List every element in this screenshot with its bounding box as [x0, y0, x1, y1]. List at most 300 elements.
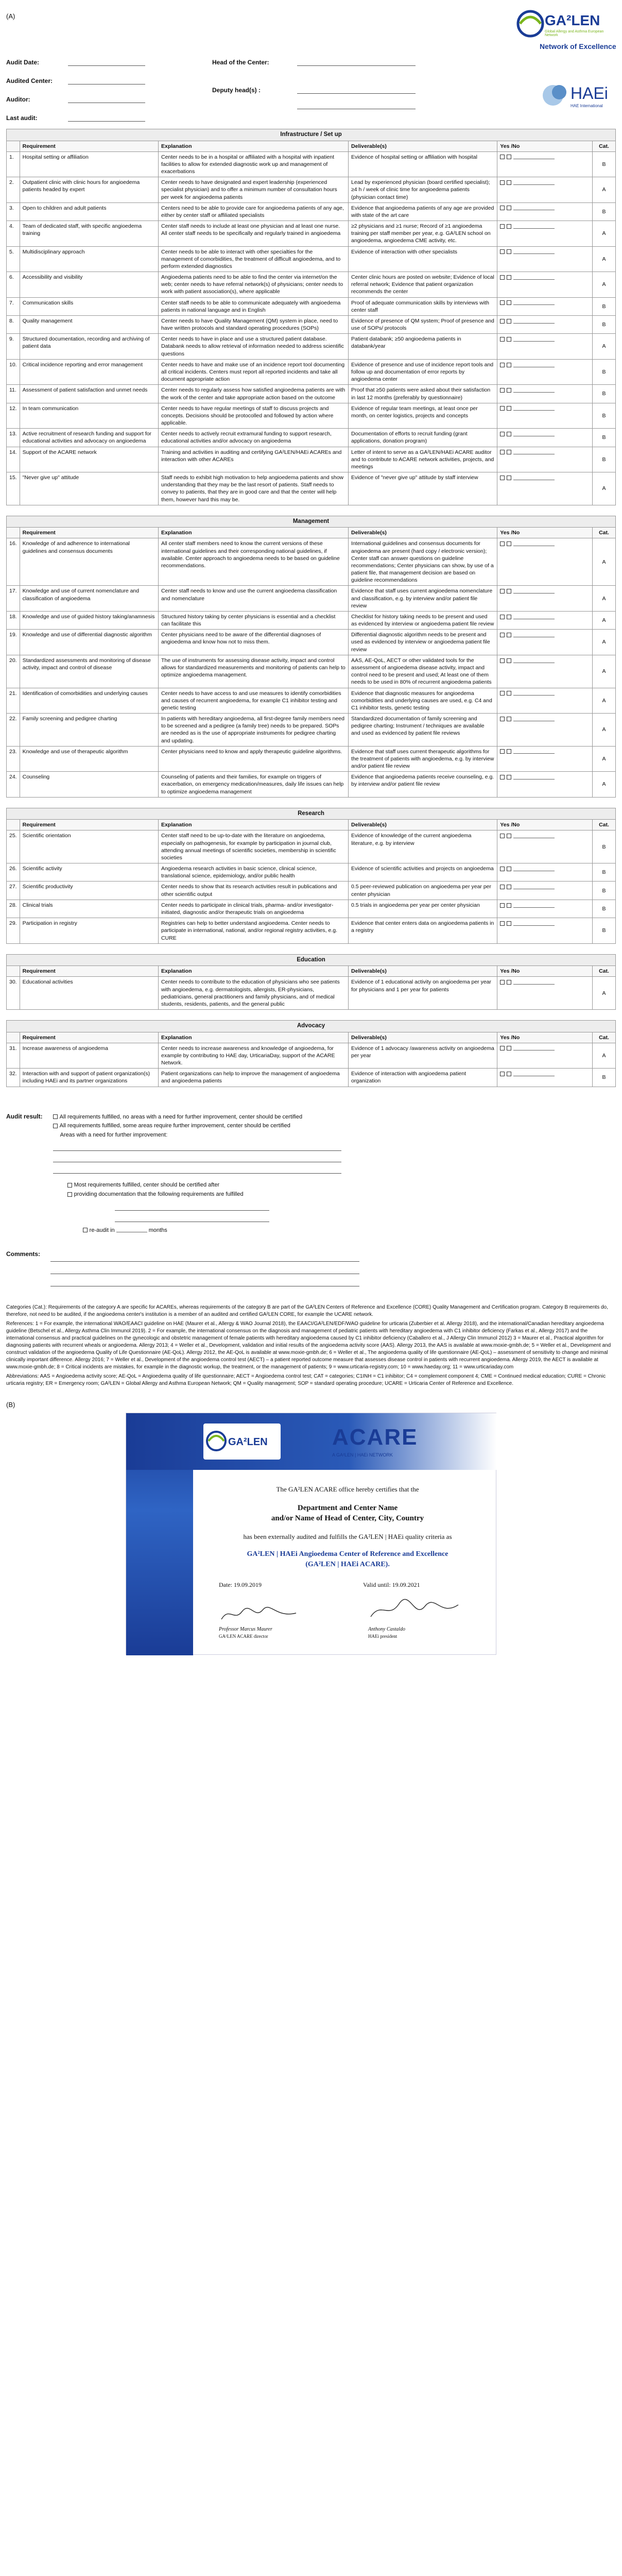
- requirements-field-1[interactable]: [115, 1204, 269, 1211]
- yes-no-note-field[interactable]: [513, 1046, 555, 1050]
- row-number: 27.: [7, 882, 20, 900]
- yes-no-cell: [497, 246, 593, 272]
- certificate-galen-logo: [203, 1423, 281, 1460]
- explanation-cell: Center needs to have Quality Management (QM) system in place, need to have written protocols and standard operating procedures (SOPs): [159, 315, 349, 333]
- requirement-cell: Hospital setting or affiliation: [20, 151, 158, 177]
- table-row: [7, 882, 616, 900]
- category-cell: B: [593, 429, 616, 447]
- section-title: Advocacy: [7, 1021, 616, 1032]
- no-checkbox[interactable]: [507, 1072, 511, 1076]
- requirement-cell: Knowledge and use of therapeutic algorithm: [20, 746, 158, 772]
- table-row: [7, 746, 616, 772]
- yes-no-note-field[interactable]: [513, 249, 555, 254]
- column-header-yn: Yes /No: [497, 528, 593, 538]
- deliverable-cell: Standardized documentation of family screening and pedigree charting; Instrument / techniques are available and used as evidenced by patient file reviews: [349, 714, 497, 747]
- network-of-excellence-label: Network of Excellence: [540, 42, 616, 50]
- explanation-cell: Center physicians need to know and apply therapeutic guideline algorithms.: [158, 746, 348, 772]
- table-row: [7, 688, 616, 714]
- yes-no-note-field[interactable]: [513, 432, 555, 436]
- yes-checkbox[interactable]: [500, 589, 505, 594]
- yes-checkbox[interactable]: [500, 450, 505, 454]
- no-checkbox[interactable]: [507, 363, 511, 367]
- row-number: 32.: [7, 1069, 20, 1087]
- explanation-cell: All center staff members need to know the current versions of these international guidelines and their corresponding national guidelines, if available. Center approach to angioedema needs to be based on guideline recommendations.: [158, 538, 348, 586]
- yes-no-note-field[interactable]: [513, 633, 555, 637]
- deliverable-cell: Evidence that angioedema patients receive counseling, e.g. by interview and/or patient file review: [349, 772, 497, 798]
- signatory-2-name: Anthony Castaldo: [368, 1626, 405, 1633]
- no-checkbox[interactable]: [507, 921, 511, 926]
- category-cell: A: [593, 611, 616, 629]
- explanation-cell: Centers need to be able to provide care for angioedema patients of any age, either by center staff or affiliated specialists: [159, 202, 349, 221]
- yes-no-cell: [497, 831, 593, 863]
- deliverable-cell: Patient databank; ≥50 angioedema patients in databank/year: [349, 334, 497, 360]
- category-cell: B: [593, 918, 616, 944]
- explanation-cell: Center needs to have in place and use a structured patient database. Databank needs to allow retrieval of information needed to address scientific questions: [159, 334, 349, 360]
- deliverable-cell: Evidence of hospital setting or affiliation with hospital: [349, 151, 497, 177]
- yes-no-note-field[interactable]: [513, 658, 555, 663]
- requirement-cell: Scientific productivity: [20, 882, 158, 900]
- yes-no-cell: [497, 977, 593, 1010]
- yes-no-cell: [497, 1043, 593, 1069]
- yes-no-note-field[interactable]: [513, 589, 555, 594]
- certificate-top-band: [126, 1413, 497, 1470]
- explanation-cell: Angioedema research activities in basic science, clinical science, translational science, epidemiology, and/or public health: [158, 863, 348, 882]
- requirement-cell: In team communication: [20, 403, 158, 429]
- deliverable-cell: Proof that ≥50 patients were asked about their satisfaction in last 12 months (preferably by questionnaire): [349, 385, 497, 403]
- table-row: [7, 315, 616, 333]
- yes-no-note-field[interactable]: [513, 717, 555, 721]
- table-row: [7, 297, 616, 315]
- row-number: 1.: [7, 151, 20, 177]
- no-checkbox[interactable]: [507, 206, 511, 210]
- category-cell: A: [593, 177, 616, 203]
- category-cell: B: [593, 202, 616, 221]
- yes-checkbox[interactable]: [500, 980, 505, 985]
- deliverable-cell: Differential diagnostic algorithm needs to be present and used as evidenced by interview or angioedema patient file review: [349, 630, 497, 655]
- deliverable-cell: Evidence of interaction with other specialists: [349, 246, 497, 272]
- yes-checkbox[interactable]: [500, 388, 505, 393]
- yes-no-note-field[interactable]: [513, 206, 555, 210]
- yes-no-note-field[interactable]: [513, 867, 555, 871]
- yes-checkbox[interactable]: [500, 633, 505, 637]
- yes-checkbox[interactable]: [500, 658, 505, 663]
- figure-marker-a: (A): [6, 12, 15, 20]
- comments-field-2[interactable]: [50, 1267, 359, 1274]
- no-checkbox[interactable]: [507, 615, 511, 619]
- column-header-req: Requirement: [20, 820, 158, 831]
- deliverable-cell: Evidence of knowledge of the current angioedema literature, e.g. by interview: [349, 831, 497, 863]
- table-row: [7, 772, 616, 798]
- no-checkbox[interactable]: [507, 749, 511, 754]
- reaudit-months-field[interactable]: [116, 1228, 147, 1232]
- requirement-cell: Critical incidence reporting and error management: [20, 359, 158, 385]
- no-checkbox[interactable]: [507, 476, 511, 480]
- yes-checkbox[interactable]: [500, 541, 505, 546]
- yes-no-cell: [497, 297, 593, 315]
- row-number: 9.: [7, 334, 20, 360]
- table-row: [7, 429, 616, 447]
- table-row: [7, 334, 616, 360]
- improvement-field-1[interactable]: [53, 1144, 341, 1151]
- yes-no-note-field[interactable]: [513, 388, 555, 393]
- yes-checkbox[interactable]: [500, 476, 505, 480]
- row-number: 12.: [7, 403, 20, 429]
- yes-no-cell: [497, 221, 593, 247]
- row-number: 30.: [7, 977, 20, 1010]
- explanation-cell: Center staff needs to include at least one physician and at least one nurse. All center staff needs to be specifically and regularly trained in angioedema: [159, 221, 349, 247]
- deliverable-cell: Evidence that diagnostic measures for angioedema comorbidities and underlying causes are used, e.g. C4 and C1 inhibitor tests, genetic testing: [349, 688, 497, 714]
- yes-no-cell: [497, 772, 593, 798]
- deliverable-cell: Evidence that staff uses current angioedema nomenclature and classification, e.g. by interview and/or patient file review: [349, 586, 497, 612]
- row-number: 24.: [7, 772, 20, 798]
- requirement-cell: Standardized assessments and monitoring of disease activity, impact and control of disease: [20, 655, 158, 688]
- yes-no-note-field[interactable]: [513, 885, 555, 889]
- deliverable-cell: Center clinic hours are posted on website; Evidence of local referral network; Evidence that patient organization recommends the center: [349, 272, 497, 298]
- head-of-center-label: Head of the Center:: [212, 59, 269, 66]
- no-checkbox[interactable]: [507, 180, 511, 185]
- row-number: 4.: [7, 221, 20, 247]
- row-number: 31.: [7, 1043, 20, 1069]
- audit-option-1[interactable]: [53, 1113, 341, 1122]
- yes-no-note-field[interactable]: [513, 406, 555, 411]
- no-checkbox[interactable]: [507, 633, 511, 637]
- category-cell: A: [593, 746, 616, 772]
- explanation-cell: Center needs to increase awareness and knowledge of angioedema, for example by contributing to HAE day, UrticariaDay, support of the ACARE Network.: [158, 1043, 348, 1069]
- audit-option-2-areas-label: Areas with a need for further improvement:: [60, 1131, 168, 1138]
- explanation-cell: Center staff needs to know and use the current angioedema classification and nomenclature: [158, 586, 348, 612]
- no-checkbox[interactable]: [507, 406, 511, 411]
- no-checkbox[interactable]: [507, 388, 511, 393]
- requirement-cell: Multidisciplinary approach: [20, 246, 158, 272]
- footnotes: [6, 1304, 616, 1387]
- no-checkbox[interactable]: [507, 903, 511, 908]
- certificate-statement: has been externally audited and fulfills the GA²LEN | HAEi quality criteria as: [243, 1533, 452, 1541]
- category-cell: A: [593, 272, 616, 298]
- certificate: [126, 1413, 496, 1655]
- deliverable-cell: Letter of intent to serve as a GA²LEN/HAEi ACARE auditor and to contribute to ACARE network activities, projects, and meetings: [349, 447, 497, 472]
- yes-checkbox[interactable]: [500, 180, 505, 185]
- yes-no-note-field[interactable]: [513, 450, 555, 454]
- deliverable-cell: Evidence that staff uses current therapeutic algorithms for the treatment of patients with angioedema, e.g. by interview and/or patient file review: [349, 746, 497, 772]
- deliverable-cell: Lead by experienced physician (board certified specialist); ≥4 h / week of clinic time for angioedema patients (physician contact time): [349, 177, 497, 203]
- signatory-2-role: HAEi president: [368, 1634, 398, 1639]
- table-row: [7, 831, 616, 863]
- haei-logo-graphic: [541, 80, 572, 111]
- audit-option-2-checkbox[interactable]: [53, 1124, 58, 1128]
- row-number: 21.: [7, 688, 20, 714]
- no-checkbox[interactable]: [507, 337, 511, 342]
- category-cell: A: [593, 630, 616, 655]
- certificate-date: Date: 19.09.2019: [219, 1581, 262, 1589]
- auditor-field[interactable]: [68, 96, 145, 103]
- category-cell: B: [593, 1069, 616, 1087]
- yes-no-note-field[interactable]: [513, 834, 555, 838]
- yes-checkbox[interactable]: [500, 615, 505, 619]
- category-cell: B: [593, 385, 616, 403]
- explanation-cell: In patients with hereditary angioedema, all first-degree family members need to be screened and a pedigree (a family tree) needs to be prepared. SOPs are needed as is the use of appropriate instruments for pedigree charting and updating.: [158, 714, 348, 747]
- requirement-cell: Accessibility and visibility: [20, 272, 158, 298]
- no-checkbox[interactable]: [507, 319, 511, 324]
- column-header-exp: Explanation: [158, 966, 348, 977]
- no-checkbox[interactable]: [507, 834, 511, 838]
- yes-checkbox[interactable]: [500, 1072, 505, 1076]
- requirement-cell: Support of the ACARE network: [20, 447, 158, 472]
- yes-checkbox[interactable]: [500, 249, 505, 254]
- yes-no-cell: [497, 882, 593, 900]
- row-number: 8.: [7, 315, 20, 333]
- yes-no-note-field[interactable]: [513, 476, 555, 480]
- certificate-valid-until: Valid until: 19.09.2021: [363, 1581, 420, 1589]
- section-table-management: [6, 516, 616, 798]
- category-cell: A: [593, 538, 616, 586]
- audit-option-3-checkbox[interactable]: [67, 1183, 72, 1188]
- audit-date-field[interactable]: [68, 59, 145, 66]
- table-row: [7, 447, 616, 472]
- no-checkbox[interactable]: [507, 980, 511, 985]
- last-audit-field[interactable]: [68, 114, 145, 122]
- auditor-label: Auditor:: [6, 96, 30, 103]
- comments-field-3[interactable]: [50, 1279, 359, 1286]
- haei-logo-subtext: HAE International: [571, 104, 603, 108]
- audit-option-2[interactable]: [53, 1122, 341, 1131]
- deliverable-cell: Evidence of "never give up" attitude by staff interview: [349, 472, 497, 505]
- yes-checkbox[interactable]: [500, 717, 505, 721]
- yes-checkbox[interactable]: [500, 885, 505, 889]
- category-cell: B: [593, 900, 616, 918]
- no-checkbox[interactable]: [507, 450, 511, 454]
- yes-checkbox[interactable]: [500, 155, 505, 159]
- svg-text:GA²LEN: GA²LEN: [228, 1436, 268, 1448]
- requirement-cell: Participation in registry: [20, 918, 158, 944]
- audit-option-3[interactable]: [53, 1181, 341, 1190]
- audit-result-block: [6, 1113, 616, 1655]
- yes-checkbox[interactable]: [500, 1046, 505, 1050]
- head-of-center-field[interactable]: [297, 59, 416, 66]
- yes-checkbox[interactable]: [500, 834, 505, 838]
- yes-no-cell: [497, 1069, 593, 1087]
- requirement-cell: Active recruitment of research funding and support for educational activities and advocacy on angioedema: [20, 429, 158, 447]
- table-row: [7, 177, 616, 203]
- row-number: 14.: [7, 447, 20, 472]
- yes-no-note-field[interactable]: [513, 180, 555, 185]
- yes-checkbox[interactable]: [500, 691, 505, 696]
- column-header-cat: Cat.: [593, 966, 616, 977]
- column-header-cat: Cat.: [593, 528, 616, 538]
- requirement-cell: Family screening and pedigree charting: [20, 714, 158, 747]
- yes-no-note-field[interactable]: [513, 363, 555, 367]
- yes-checkbox[interactable]: [500, 224, 505, 229]
- requirement-cell: Counseling: [20, 772, 158, 798]
- yes-no-note-field[interactable]: [513, 319, 555, 324]
- table-row: [7, 272, 616, 298]
- footnote-abbreviations: Abbreviations: AAS = Angioedema activity score; AE-QoL = Angioedema quality of life questionnaire; AECT = Angioedema control test; CAT = categories; C1INH = C1 inhibitor; C4 = complement component 4; CME = Continued medical education; CURE = Chronic urticaria registry; ER = Emergency room; GA²LEN = Global Allergy and Asthma European Network; QM = Quality management; SOP = standard operating procedure; UCARE = Urticaria Center of Reference and Excellence.: [6, 1374, 606, 1387]
- yes-checkbox[interactable]: [500, 319, 505, 324]
- yes-no-note-field[interactable]: [513, 903, 555, 908]
- no-checkbox[interactable]: [507, 249, 511, 254]
- deputy-head-field-1[interactable]: [297, 87, 416, 94]
- column-header-number: [7, 528, 20, 538]
- table-row: [7, 630, 616, 655]
- column-header-exp: Explanation: [158, 1032, 348, 1043]
- yes-checkbox[interactable]: [500, 903, 505, 908]
- no-checkbox[interactable]: [507, 867, 511, 871]
- requirement-cell: Assessment of patient satisfaction and unmet needs: [20, 385, 158, 403]
- table-row: [7, 586, 616, 612]
- yes-no-cell: [497, 746, 593, 772]
- no-checkbox[interactable]: [507, 717, 511, 721]
- yes-no-note-field[interactable]: [513, 224, 555, 229]
- yes-checkbox[interactable]: [500, 206, 505, 210]
- requirement-cell: Knowledge and use of differential diagnostic algorithm: [20, 630, 158, 655]
- no-checkbox[interactable]: [507, 541, 511, 546]
- table-row: [7, 538, 616, 586]
- yes-checkbox[interactable]: [500, 275, 505, 280]
- no-checkbox[interactable]: [507, 658, 511, 663]
- yes-no-note-field[interactable]: [513, 155, 555, 159]
- table-row: [7, 151, 616, 177]
- yes-no-note-field[interactable]: [513, 541, 555, 546]
- row-number: 28.: [7, 900, 20, 918]
- no-checkbox[interactable]: [507, 885, 511, 889]
- column-header-req: Requirement: [20, 966, 158, 977]
- explanation-cell: Center staff needs to be able to communicate adequately with angioedema patients in national language and in English: [159, 297, 349, 315]
- column-header-yn: Yes /No: [497, 966, 593, 977]
- table-row: [7, 655, 616, 688]
- yes-no-note-field[interactable]: [513, 921, 555, 926]
- yes-checkbox[interactable]: [500, 406, 505, 411]
- no-checkbox[interactable]: [507, 275, 511, 280]
- row-number: 10.: [7, 359, 20, 385]
- deliverable-cell: Evidence that center enters data on angioedema patients in a registry: [349, 918, 497, 944]
- yes-checkbox[interactable]: [500, 867, 505, 871]
- column-header-del: Deliverable(s): [349, 820, 497, 831]
- column-header-number: [7, 141, 20, 151]
- yes-no-note-field[interactable]: [513, 1072, 555, 1076]
- category-cell: B: [593, 315, 616, 333]
- no-checkbox[interactable]: [507, 589, 511, 594]
- row-number: 26.: [7, 863, 20, 882]
- section-title: Infrastructure / Set up: [7, 129, 616, 141]
- column-header-number: [7, 966, 20, 977]
- no-checkbox[interactable]: [507, 300, 511, 305]
- requirement-cell: Interaction with and support of patient organization(s) including HAEi and its partner organizations: [20, 1069, 158, 1087]
- yes-checkbox[interactable]: [500, 363, 505, 367]
- signatory-1-role: GA²LEN ACARE director: [219, 1634, 268, 1639]
- yes-no-note-field[interactable]: [513, 749, 555, 754]
- column-header-cat: Cat.: [593, 820, 616, 831]
- reaudit-checkbox[interactable]: [83, 1228, 88, 1232]
- explanation-cell: Registries can help to better understand angioedema. Center needs to participate in international, national, and/or regional registry activities, e.g. CURE: [158, 918, 348, 944]
- yes-no-cell: [497, 611, 593, 629]
- category-cell: A: [593, 655, 616, 688]
- yes-no-cell: [497, 202, 593, 221]
- yes-no-note-field[interactable]: [513, 275, 555, 280]
- explanation-cell: Structured history taking by center physicians is essential and a checklist can facilitate this: [158, 611, 348, 629]
- deputy-head-field-2[interactable]: [297, 102, 416, 109]
- row-number: 5.: [7, 246, 20, 272]
- certificate-galen-graphic: [203, 1423, 281, 1460]
- yes-no-note-field[interactable]: [513, 691, 555, 696]
- last-audit-label: Last audit:: [6, 114, 38, 122]
- category-cell: A: [593, 688, 616, 714]
- category-cell: A: [593, 472, 616, 505]
- yes-checkbox[interactable]: [500, 749, 505, 754]
- audited-center-field[interactable]: [68, 77, 145, 84]
- yes-checkbox[interactable]: [500, 337, 505, 342]
- yes-no-cell: [497, 630, 593, 655]
- section-title: Management: [7, 516, 616, 528]
- yes-checkbox[interactable]: [500, 432, 505, 436]
- certificate-department: Department and Center Name: [297, 1504, 398, 1513]
- yes-no-note-field[interactable]: [513, 615, 555, 619]
- yes-no-note-field[interactable]: [513, 337, 555, 342]
- deliverable-cell: Evidence of presence and use of incidence report tools and follow up and documentation of error reports by angioedema center: [349, 359, 497, 385]
- yes-no-cell: [497, 714, 593, 747]
- requirements-field-2[interactable]: [115, 1215, 269, 1222]
- row-number: 25.: [7, 831, 20, 863]
- yes-no-cell: [497, 429, 593, 447]
- no-checkbox[interactable]: [507, 775, 511, 779]
- explanation-cell: Counseling of patients and their families, for example on triggers of exacerbation, on emergency medication/measures, daily life issues can help to optimize angioedema management: [158, 772, 348, 798]
- yes-checkbox[interactable]: [500, 775, 505, 779]
- table-row: [7, 385, 616, 403]
- requirement-cell: Educational activities: [20, 977, 158, 1010]
- audit-option-1-checkbox[interactable]: [53, 1114, 58, 1119]
- audit-option-3b[interactable]: [53, 1190, 341, 1199]
- column-header-exp: Explanation: [158, 820, 348, 831]
- yes-no-note-field[interactable]: [513, 980, 555, 985]
- explanation-cell: Center needs to have and make use of an incidence report tool documenting all critical incidents. Centers must report all reported incidents and take all document appropriate action: [159, 359, 349, 385]
- no-checkbox[interactable]: [507, 1046, 511, 1050]
- yes-no-note-field[interactable]: [513, 775, 555, 779]
- column-header-cat: Cat.: [593, 141, 616, 151]
- row-number: 3.: [7, 202, 20, 221]
- yes-checkbox[interactable]: [500, 921, 505, 926]
- explanation-cell: Center needs to have designated and expert leadership (experienced specialist physician) and to offer a minimum number of consultation hours per week for angioedema patients: [159, 177, 349, 203]
- row-number: 7.: [7, 297, 20, 315]
- column-header-cat: Cat.: [593, 1032, 616, 1043]
- yes-no-cell: [497, 900, 593, 918]
- deliverable-cell: Evidence of 1 advocacy /awareness activity on angioedema per year: [349, 1043, 497, 1069]
- audit-option-3b-text: providing documentation that the following requirements are fulfilled: [74, 1191, 244, 1197]
- yes-no-cell: [497, 272, 593, 298]
- explanation-cell: Center needs to show that its research activities result in publications and other scientific output: [158, 882, 348, 900]
- row-number: 6.: [7, 272, 20, 298]
- yes-no-note-field[interactable]: [513, 300, 555, 305]
- yes-no-cell: [497, 472, 593, 505]
- category-cell: A: [593, 1043, 616, 1069]
- audit-option-3b-checkbox[interactable]: [67, 1192, 72, 1197]
- column-header-number: [7, 1032, 20, 1043]
- yes-checkbox[interactable]: [500, 300, 505, 305]
- no-checkbox[interactable]: [507, 155, 511, 159]
- yes-no-cell: [497, 688, 593, 714]
- no-checkbox[interactable]: [507, 691, 511, 696]
- comments-field-1[interactable]: [50, 1255, 359, 1262]
- table-row: [7, 1069, 616, 1087]
- no-checkbox[interactable]: [507, 432, 511, 436]
- explanation-cell: Center needs to actively recruit extramural funding to support research, educational activities and/or advocacy on angioedema: [159, 429, 349, 447]
- improvement-field-2[interactable]: [53, 1155, 341, 1162]
- galen-logo-text: GA²LEN: [545, 12, 600, 28]
- table-row: [7, 977, 616, 1010]
- category-cell: A: [593, 221, 616, 247]
- explanation-cell: Center needs to contribute to the education of physicians who see patients with angioedema, e.g. dermatologists, allergists, ER-physicians, pediatricians, general practitioners and family physicians, and of medical students, residents, patients, and the general public: [158, 977, 348, 1010]
- yes-no-cell: [497, 586, 593, 612]
- improvement-field-3[interactable]: [53, 1166, 341, 1174]
- no-checkbox[interactable]: [507, 224, 511, 229]
- yes-no-cell: [497, 177, 593, 203]
